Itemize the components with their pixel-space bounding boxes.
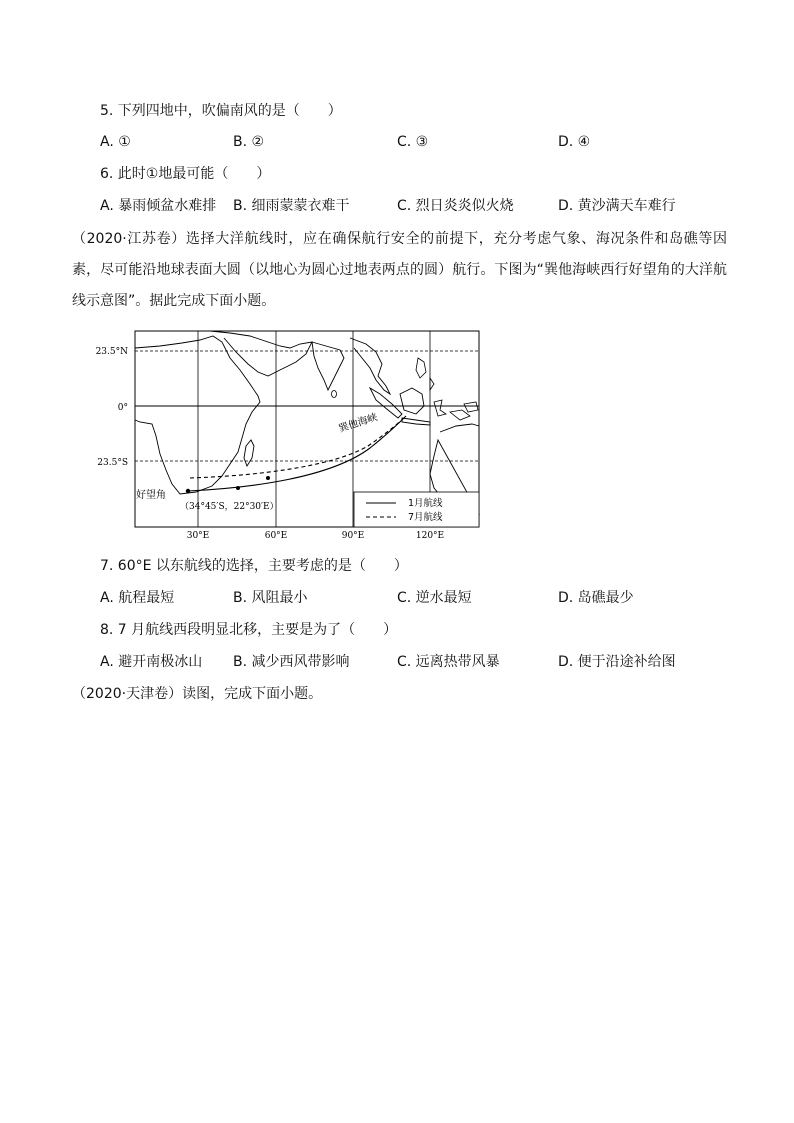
question-8-options [100, 652, 720, 672]
cape-point [186, 489, 190, 493]
question-8-option-c[interactable]: C. 远离热带风暴 [397, 654, 500, 670]
ocean-route-map [95, 328, 485, 543]
lon-label-30e: 30°E [186, 531, 210, 541]
question-7-option-a[interactable]: A. 航程最短 [100, 590, 175, 606]
jiangsu-intro-paragraph: （2020·江苏卷）选择大洋航线时，应在确保航行安全的前提下，充分考虑气象、海况条件和岛礁等因素，尽可能沿地球表面大圆（以地心为圆心过地表两点的圆）航行。下图为“巽他海峡西行好望角的大洋航线示意图”。据此完成下面小题。 [72, 231, 727, 309]
question-5-option-d[interactable]: D. ④ [558, 134, 591, 150]
question-8-option-b[interactable]: B. 减少西风带影响 [233, 654, 350, 670]
lon-label-60e: 60°E [264, 531, 288, 541]
question-5-option-a[interactable]: A. ① [100, 134, 131, 150]
question-6-options [100, 196, 720, 216]
route-point-2 [236, 486, 240, 490]
question-5-options [100, 132, 720, 152]
lat-label-23s: 23.5°S [97, 458, 128, 468]
cape-label: 好望角 [136, 490, 166, 501]
question-6-stem: 6. 此时①地最可能（ ） [100, 166, 271, 182]
question-7-option-b[interactable]: B. 风阻最小 [233, 590, 308, 606]
route-point-1 [266, 476, 270, 480]
question-6-option-c[interactable]: C. 烈日炎炎似火烧 [397, 198, 514, 214]
lat-label-equator: 0° [117, 403, 128, 413]
question-7-option-c[interactable]: C. 逆水最短 [397, 590, 472, 606]
question-6-option-d[interactable]: D. 黄沙满天车难行 [558, 198, 676, 214]
lon-label-90e: 90°E [341, 531, 365, 541]
legend-label-july: 7月航线 [408, 512, 443, 523]
legend-label-january: 1月航线 [408, 498, 443, 509]
question-8-option-a[interactable]: A. 避开南极冰山 [100, 654, 203, 670]
question-8-stem: 8. 7 月航线西段明显北移，主要是为了（ ） [100, 622, 398, 638]
question-7-options [100, 588, 720, 608]
strait-label: 巽他海峡 [337, 412, 379, 435]
lat-label-23n: 23.5°N [95, 347, 128, 357]
question-8-option-d[interactable]: D. 便于沿途补给图 [558, 654, 676, 670]
question-5-option-c[interactable]: C. ③ [397, 134, 429, 150]
question-5-stem: 5. 下列四地中，吹偏南风的是（ ） [100, 103, 342, 119]
question-5-option-b[interactable]: B. ② [233, 134, 265, 150]
cape-coordinate-label: （34°45′S，22°30′E） [180, 502, 279, 512]
lon-label-120e: 120°E [415, 531, 445, 541]
question-6-option-b[interactable]: B. 细雨蒙蒙衣难干 [233, 198, 350, 214]
question-7-stem: 7. 60°E 以东航线的选择，主要考虑的是（ ） [100, 558, 408, 574]
question-6-option-a[interactable]: A. 暴雨倾盆水难排 [100, 198, 217, 214]
question-7-option-d[interactable]: D. 岛礁最少 [558, 590, 634, 606]
tianjin-intro: （2020·天津卷）读图，完成下面小题。 [72, 686, 323, 702]
